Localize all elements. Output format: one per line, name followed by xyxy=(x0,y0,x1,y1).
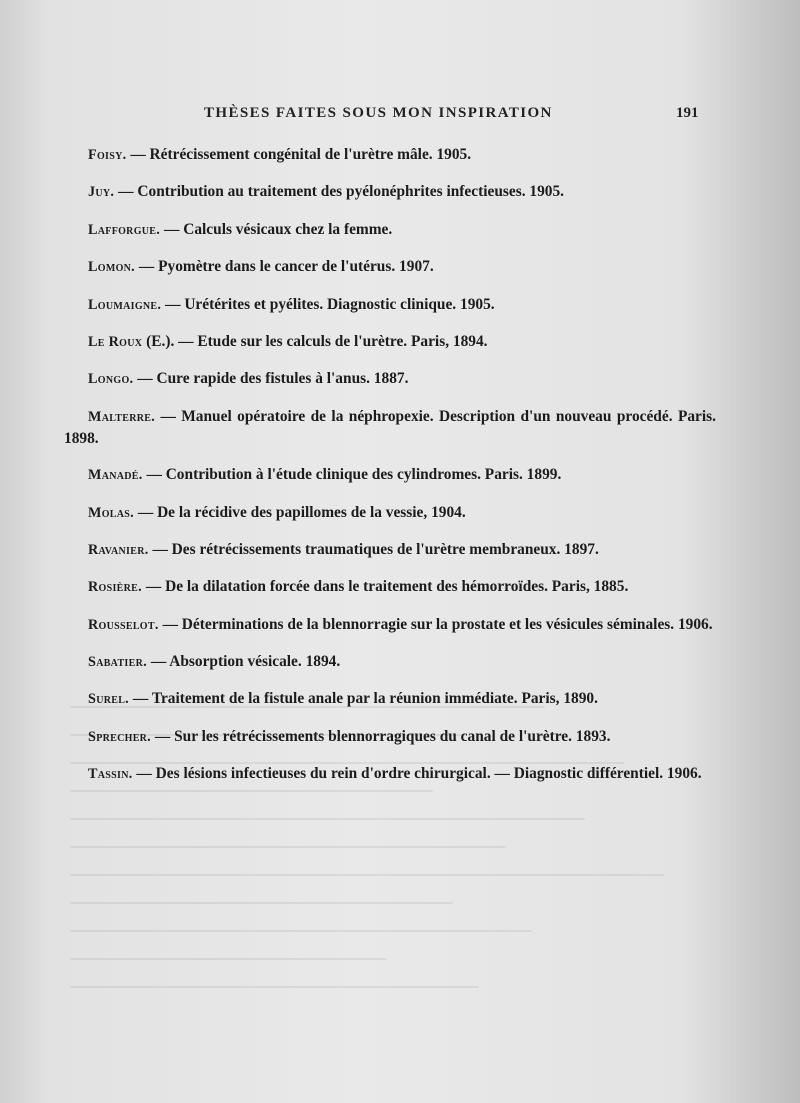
thesis-entry-rosiere xyxy=(64,576,716,598)
thesis-entry-le-roux xyxy=(64,331,716,353)
entry-text: — Urétérites et pyélites. Diagnostic clinique. 1905. xyxy=(161,295,495,313)
author-name: Tassin. xyxy=(88,766,133,783)
entry-text: — Pyomètre dans le cancer de l'utérus. 1907. xyxy=(135,258,434,276)
entry-text: — Calculs vésicaux chez la femme. xyxy=(160,220,393,238)
entry-text: — Sur les rétrécissements blennorragiques du canal de l'urètre. 1893. xyxy=(151,727,611,745)
author-name: Manadé. xyxy=(88,467,143,484)
author-name: Longo. xyxy=(88,371,134,388)
author-name: Sprecher. xyxy=(88,728,152,745)
author-name: Juy. xyxy=(88,184,115,201)
entry-text: — De la récidive des papillomes de la vessie, 1904. xyxy=(133,503,466,521)
thesis-entry-sabatier xyxy=(64,651,716,673)
entry-text: — Contribution au traitement des pyélonéphrites infectieuses. 1905. xyxy=(114,183,565,201)
entry-text: — Manuel opératoire de la néphropexie. Description d'un nouveau procédé. Paris. 1898. xyxy=(64,407,716,447)
entry-text: (E.). — Etude sur les calculs de l'urètre. Paris, 1894. xyxy=(142,332,488,350)
thesis-entry-longo xyxy=(64,368,716,390)
author-name: Ravanier. xyxy=(88,541,149,558)
thesis-entry-molas xyxy=(64,502,716,524)
entry-text: — Cure rapide des fistules à l'anus. 1887. xyxy=(133,370,409,388)
author-name: Rousselot. xyxy=(88,616,159,633)
thesis-entry-loumaigne xyxy=(64,294,716,316)
running-title: THÈSES FAITES SOUS MON INSPIRATION xyxy=(204,105,553,121)
entry-text: — Rétrécissement congénital de l'urètre mâle. 1905. xyxy=(126,146,472,163)
bleed-through-texture xyxy=(70,680,730,1060)
author-name: Surel. xyxy=(88,691,130,708)
author-name: Loumaigne. xyxy=(88,296,162,313)
author-name: Sabatier. xyxy=(88,654,147,671)
author-name: Rosière. xyxy=(88,579,142,596)
author-name: Lomon. xyxy=(88,259,136,276)
author-name: Le Roux xyxy=(88,333,143,350)
entry-text: — De la dilatation forcée dans le traitement des hémorroïdes. Paris, 1885. xyxy=(142,578,629,596)
entry-text: — Des lésions infectieuses du rein d'ordre chirurgical. — Diagnostic différentiel. 1906. xyxy=(132,765,702,783)
entry-text: — Déterminations de la blennorragie sur la prostate et les vésicules séminales. 1906. xyxy=(158,615,713,633)
author-name: Lafforgue. xyxy=(88,221,161,238)
entry-text: — Des rétrécissements traumatiques de l'urètre membraneux. 1897. xyxy=(148,540,599,558)
thesis-entry-lafforgue xyxy=(64,219,716,241)
thesis-entry-rousselot xyxy=(64,614,716,636)
thesis-entry-ravanier xyxy=(64,539,716,561)
page-number: 191 xyxy=(676,105,699,121)
thesis-entry-foisy xyxy=(64,144,716,166)
thesis-entry-juy xyxy=(64,181,716,203)
entry-text: — Contribution à l'étude clinique des cylindromes. Paris. 1899. xyxy=(142,466,562,484)
thesis-entry-manade xyxy=(64,464,716,486)
entry-text: — Absorption vésicale. 1894. xyxy=(146,653,341,671)
thesis-entry-lomon xyxy=(64,256,716,278)
author-name: Malterre. xyxy=(88,408,156,425)
author-name: Foisy. xyxy=(88,147,127,163)
author-name: Molas. xyxy=(88,504,134,521)
entry-text: — Traitement de la fistule anale par la réunion immédiate. Paris, 1890. xyxy=(129,690,598,708)
thesis-entry-malterre xyxy=(64,406,716,449)
page-header xyxy=(0,102,800,128)
